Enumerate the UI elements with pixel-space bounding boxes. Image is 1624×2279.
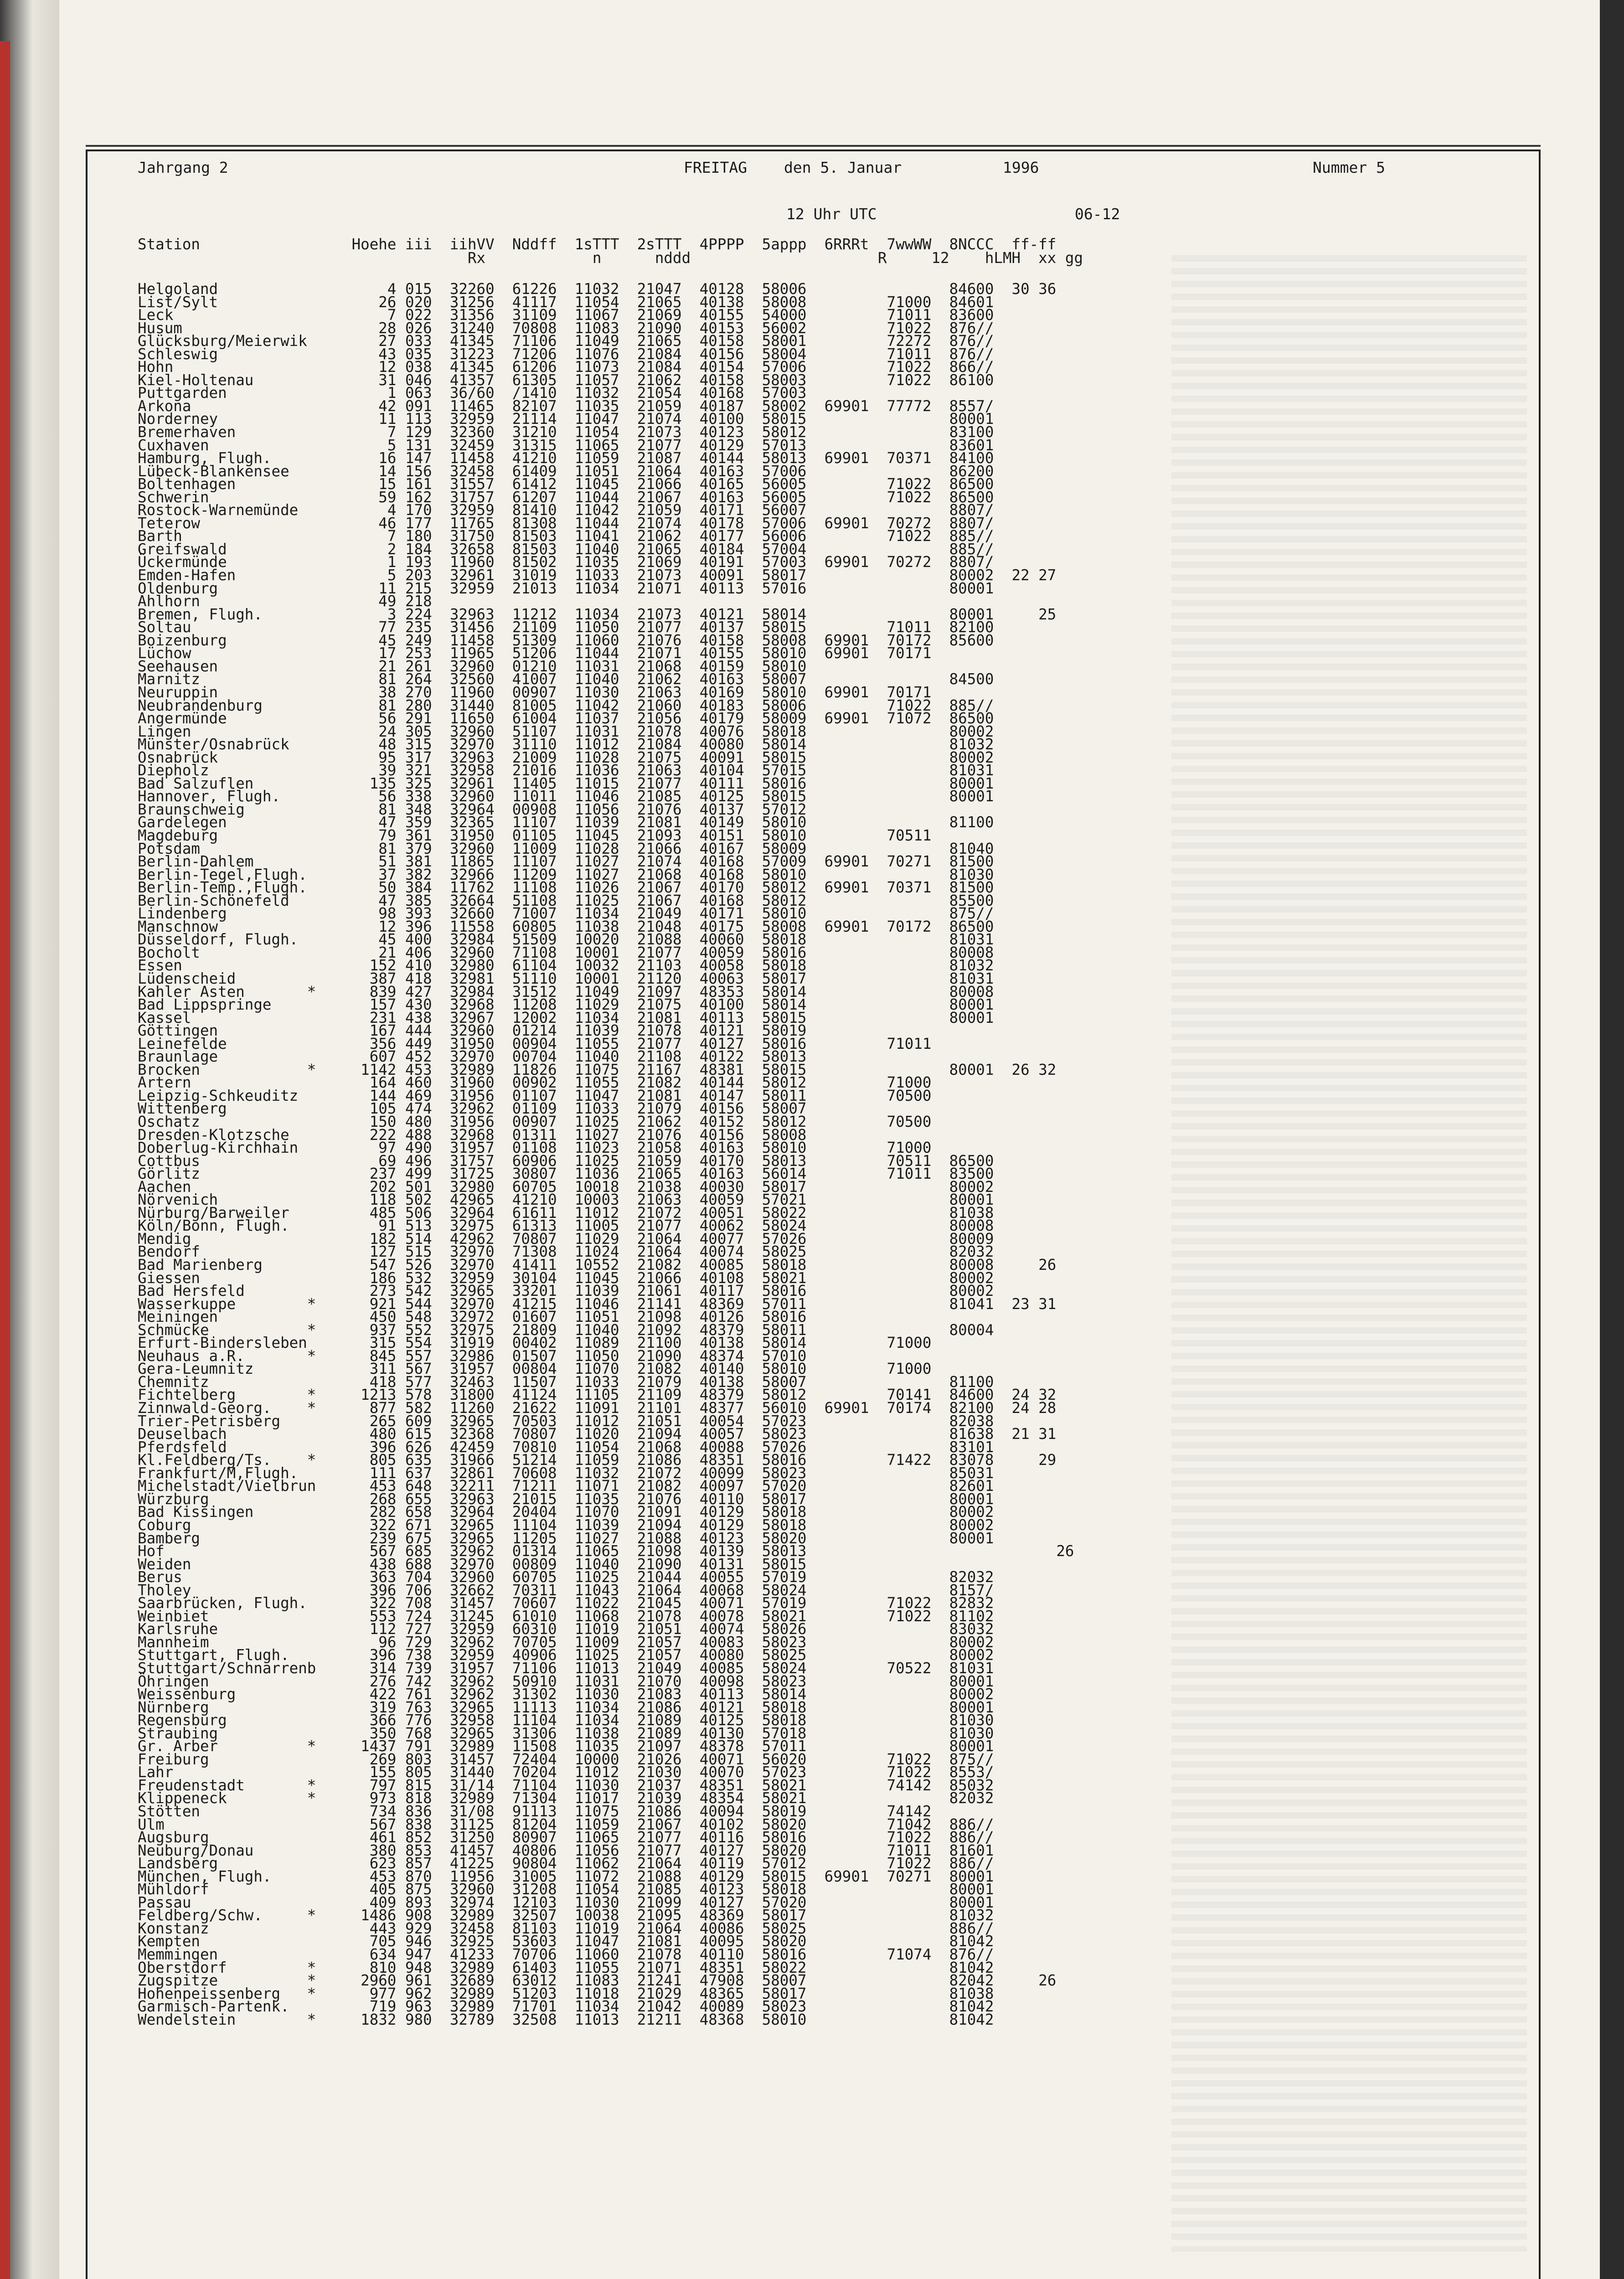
table-row: Hof 567 685 32962 01314 11065 21098 40139 58013 26 xyxy=(138,1542,1074,1560)
table-row: Leck 7 022 31356 31109 11067 21069 40155 54000 71011 83600 xyxy=(138,306,994,324)
table-row: Weinbiet 553 724 31245 61010 11068 21078 40078 58021 71022 81102 xyxy=(138,1607,994,1625)
table-row: Arkona 42 091 11465 82107 11035 21059 40187 58002 69901 77772 8557/ xyxy=(138,397,994,415)
table-row: Neuburg/Donau 380 853 41457 40806 11056 21077 40127 58020 71011 81601 xyxy=(138,1841,994,1859)
table-row: Angermünde 56 291 11650 61004 11037 21056 40179 58009 69901 71072 86500 xyxy=(138,710,994,727)
weekday-label: FREITAG xyxy=(684,159,748,176)
table-row: Augsburg 461 852 31250 80907 11065 21077 40116 58016 71022 886// xyxy=(138,1829,994,1846)
table-row: Gr. Arber * 1437 791 32989 11508 11035 21097 48378 57011 80001 xyxy=(138,1738,994,1755)
column-header-2: Rx n nddd R 12 hLMH xx gg xyxy=(138,249,1083,267)
table-row: Lüchow 17 253 11965 51206 11044 21071 40155 58010 69901 70171 xyxy=(138,645,932,662)
table-row: Kahler Asten * 839 427 32984 31512 11049 21097 48353 58014 80008 xyxy=(138,983,994,1000)
table-row: Garmisch-Partenk. 719 963 32989 71701 11034 21042 40089 58023 81042 xyxy=(138,1998,994,2016)
table-row: Memmingen 634 947 41233 70706 11060 21078 40110 58016 71074 876// xyxy=(138,1946,994,1963)
table-row: Bad Hersfeld 273 542 32965 33201 11039 21061 40117 58016 80002 xyxy=(138,1282,994,1300)
table-row: Bad Lippspringe 157 430 32968 11208 11029 21075 40100 58014 80001 xyxy=(138,996,994,1014)
table-row: Bad Kissingen 282 658 32964 20404 11070 21091 40129 58018 80002 xyxy=(138,1503,994,1521)
table-row: Giessen 186 532 32959 30104 11045 21066 40108 58021 80002 xyxy=(138,1269,994,1287)
table-row: Hohn 12 038 41345 61206 11073 21084 40154 57006 71022 866// xyxy=(138,358,994,376)
table-row: Ahlhorn 49 218 xyxy=(138,593,432,610)
table-row: Coburg 322 671 32965 11104 11039 21094 40129 58018 80002 xyxy=(138,1516,994,1534)
table-row: Lingen 24 305 32960 51107 11031 21078 40076 58018 80002 xyxy=(138,722,994,740)
table-row: Gera-Leumnitz 311 567 31957 00804 11070 21082 40140 58010 71000 xyxy=(138,1360,932,1378)
table-row: Norderney 11 113 32959 21114 11047 21074 40100 58015 80001 xyxy=(138,410,994,428)
table-row: Stuttgart/Schnarrenb 314 739 31957 71106 11013 21049 40085 58024 70522 81031 xyxy=(138,1659,994,1677)
table-row: Ulm 567 838 31125 81204 11059 21067 40102 58020 71042 886// xyxy=(138,1815,994,1833)
table-row: Weissenburg 422 761 32962 31302 11030 21083 40113 58014 80002 xyxy=(138,1686,994,1703)
table-row: Wasserkuppe * 921 544 32970 41215 11046 21141 48369 57011 81041 23 31 xyxy=(138,1295,1057,1313)
table-row: Freudenstadt * 797 815 31/14 71104 11030 21037 48351 58021 74142 85032 xyxy=(138,1776,994,1794)
table-row: Mühldorf 405 875 32960 31208 11054 21085 40123 58018 80001 xyxy=(138,1881,994,1898)
table-row: Soltau 77 235 31456 21109 11050 21077 40137 58015 71011 82100 xyxy=(138,619,994,636)
table-row: Bendorf 127 515 32970 71308 11024 21064 40074 58025 82032 xyxy=(138,1243,994,1261)
table-row: Wendelstein * 1832 980 32789 32508 11013 21211 48368 58010 81042 xyxy=(138,2011,994,2028)
top-rule xyxy=(86,145,1541,147)
table-row: Frankfurt/M,Flugh. 111 637 32861 70608 11032 21072 40099 58023 85031 xyxy=(138,1464,994,1482)
table-row: Trier-Petrisberg 265 609 32965 70503 11012 21051 40054 57023 82038 xyxy=(138,1412,994,1430)
binding-red-edge xyxy=(0,41,10,2279)
table-row: Karlsruhe 112 727 32959 60310 11019 21051 40074 58026 83032 xyxy=(138,1620,994,1638)
table-row: Straubing 350 768 32965 31306 11038 21089 40130 57018 81030 xyxy=(138,1724,994,1742)
table-row: Würzburg 268 655 32963 21015 11035 21076 40110 58017 80001 xyxy=(138,1490,994,1508)
table-row: Ückermünde 1 193 11960 81502 11035 21069 40191 57003 69901 70272 8807/ xyxy=(138,553,994,571)
document-page xyxy=(59,0,1600,2279)
table-row: Berlin-Dahlem 51 381 11865 11107 11027 21074 40168 57009 69901 70271 81500 xyxy=(138,853,994,871)
table-row: Konstanz 443 929 32458 81103 11019 21064 40086 58025 886// xyxy=(138,1919,994,1937)
table-row: Wittenberg 105 474 32962 01109 11033 21079 40156 58007 xyxy=(138,1100,807,1118)
year-label: 1996 xyxy=(1003,159,1039,176)
table-row: Nürburg/Barweiler 485 506 32964 61611 11012 21072 40051 58022 81038 xyxy=(138,1204,994,1222)
table-row: Emden-Hafen 5 203 32961 31019 11033 21073 40091 58017 80002 22 27 xyxy=(138,567,1057,584)
table-row: Neubrandenburg 81 280 31440 81005 11042 21060 40183 58006 71022 885// xyxy=(138,696,994,714)
table-row: Aachen 202 501 32980 60705 10018 21038 40030 58017 80002 xyxy=(138,1178,994,1196)
table-row: Bremen, Flugh. 3 224 32963 11212 11034 21073 40121 58014 80001 25 xyxy=(138,605,1057,623)
table-row: Braunschweig 81 348 32964 00908 11056 21076 40137 57012 xyxy=(138,800,807,818)
table-row: Oschatz 150 480 31956 00907 11025 21062 40152 58012 70500 xyxy=(138,1113,932,1130)
table-row: Lahr 155 805 31440 70204 11012 21030 40070 57023 71022 8553/ xyxy=(138,1763,994,1781)
table-row: Brocken * 1142 453 32989 11826 11075 21167 48381 58015 80001 26 32 xyxy=(138,1061,1057,1078)
table-row: Barth 7 180 31750 81503 11041 21062 40177 56006 71022 885// xyxy=(138,527,994,545)
issue-number: Nummer 5 xyxy=(1313,159,1385,176)
table-row: Köln/Bonn, Flugh. 91 513 32975 61313 11005 21077 40062 58024 80008 xyxy=(138,1217,994,1235)
table-row: Magdeburg 79 361 31950 01105 11045 21093 40151 58010 70511 xyxy=(138,826,932,844)
table-row: Kl.Feldberg/Ts. * 805 635 31966 51214 11059 21086 48351 58016 71422 83078 29 xyxy=(138,1451,1057,1469)
table-row: Glücksburg/Meierwik 27 033 41345 71106 11049 21065 40158 58001 72272 876// xyxy=(138,332,994,350)
table-row: Marnitz 81 264 32560 41007 11040 21062 40163 58007 84500 xyxy=(138,670,994,688)
table-row: München, Flugh. 453 870 11956 31005 11072 21088 40129 58015 69901 70271 80001 xyxy=(138,1867,994,1885)
table-row: Mannheim 96 729 32962 70705 11009 21057 40083 58023 80002 xyxy=(138,1633,994,1651)
table-row: Kiel-Holtenau 31 046 41357 61305 11057 21062 40158 58003 71022 86100 xyxy=(138,371,994,389)
table-row: Regensburg 366 776 32958 11104 11034 21089 40125 58018 81030 xyxy=(138,1712,994,1729)
table-row: Hohenpeissenberg * 977 962 32989 51203 11018 21029 48365 58017 81038 xyxy=(138,1985,994,2002)
table-row: Artern 164 460 31960 00902 11055 21082 40144 58012 71000 xyxy=(138,1074,932,1092)
table-row: Schmücke * 937 552 32975 21809 11040 21092 48379 58011 80004 xyxy=(138,1321,994,1339)
table-row: Seehausen 21 261 32960 01210 11031 21068 40159 58010 xyxy=(138,657,807,675)
table-row: Bad Marienberg 547 526 32970 41411 10552 21082 40085 58018 80008 26 xyxy=(138,1256,1057,1274)
table-row: Leinefelde 356 449 31950 00904 11055 21077 40127 58016 71011 xyxy=(138,1035,932,1052)
table-row: Greifswald 2 184 32658 81503 11040 21065 40184 57004 885// xyxy=(138,540,994,558)
table-row: Berlin-Temp.,Flugh. 50 384 11762 11108 11026 21067 40170 58012 69901 70371 81500 xyxy=(138,879,994,897)
table-row: List/Sylt 26 020 31256 41117 11054 21065 40138 58008 71000 84601 xyxy=(138,293,994,311)
table-row: Potsdam 81 379 32960 11009 11028 21066 40167 58009 81040 xyxy=(138,840,994,857)
table-row: Schwerin 59 162 31757 61207 11044 21067 40163 56005 71022 86500 xyxy=(138,488,994,506)
table-row: Hamburg, Flugh. 16 147 11458 41210 11059 21087 40144 58013 69901 70371 84100 xyxy=(138,449,994,467)
table-row: Braunlage 607 452 32970 00704 11040 21108 40122 58013 xyxy=(138,1048,807,1066)
table-row: Stötten 734 836 31/08 91113 11075 21086 40094 58019 74142 xyxy=(138,1802,932,1820)
table-row: Erfurt-Bindersleben 315 554 31919 00402 11089 21100 40138 58014 71000 xyxy=(138,1334,932,1352)
table-row: Leipzig-Schkeuditz 144 469 31956 01107 11047 21081 40147 58011 70500 xyxy=(138,1087,932,1104)
table-row: Freiburg 269 803 31457 72404 10000 21026 40071 56020 71022 875// xyxy=(138,1750,994,1768)
table-row: Osnabrück 95 317 32963 21009 11028 21075 40091 58015 80002 xyxy=(138,748,994,766)
table-row: Stuttgart, Flugh. 396 738 32959 40906 11025 21057 40080 58025 80002 xyxy=(138,1646,994,1664)
table-row: Essen 152 410 32980 61104 10032 21103 40058 58018 81032 xyxy=(138,957,994,975)
table-row: Cottbus 69 496 31757 60906 11025 21059 40170 58013 70511 86500 xyxy=(138,1152,994,1170)
table-row: Oberstdorf * 810 948 32989 61403 11055 21071 48351 58022 81042 xyxy=(138,1959,994,1976)
table-row: Pferdsfeld 396 626 42459 70810 11054 21068 40088 57026 83101 xyxy=(138,1438,994,1456)
table-row: Klippeneck * 973 818 32989 71304 11017 21039 48354 58021 82032 xyxy=(138,1789,994,1807)
table-row: Öhringen 276 742 32962 50910 11031 21070 40098 58023 80001 xyxy=(138,1672,994,1690)
observation-time: 12 Uhr UTC xyxy=(786,205,877,223)
table-row: Diepholz 39 321 32958 21016 11036 21063 40104 57015 81031 xyxy=(138,762,994,779)
date-label: den 5. Januar xyxy=(784,159,902,176)
table-row: Meiningen 450 548 32972 01607 11051 21098 40126 58016 xyxy=(138,1308,807,1326)
table-row: Bamberg 239 675 32965 11205 11027 21088 40123 58020 80001 xyxy=(138,1529,994,1547)
table-row: Weiden 438 688 32970 00809 11040 21090 40131 58015 xyxy=(138,1555,807,1573)
table-row: Oldenburg 11 215 32959 21013 11034 21071 40113 57016 80001 xyxy=(138,579,994,597)
table-row: Kempten 705 946 32925 53603 11047 21081 40095 58020 81042 xyxy=(138,1933,994,1950)
table-row: Chemnitz 418 577 32463 11507 11033 21079 40138 58007 81100 xyxy=(138,1373,994,1391)
table-row: Boizenburg 45 249 11458 51309 11060 21076 40158 58008 69901 70172 85600 xyxy=(138,631,994,649)
table-row: Passau 409 893 32974 12103 11030 21099 40127 57020 80001 xyxy=(138,1893,994,1911)
table-row: Gardelegen 47 359 32365 11107 11039 21081 40149 58010 81100 xyxy=(138,814,994,831)
table-row: Puttgarden 1 063 36/60 /1410 11032 21054 40168 57003 xyxy=(138,384,807,402)
jahrgang-label: Jahrgang 2 xyxy=(138,159,228,176)
table-row: Görlitz 237 499 31725 30807 11036 21065 40163 56014 71011 83500 xyxy=(138,1165,994,1183)
table-row: Dresden-Klotzsche 222 488 32968 01311 11027 21076 40156 58008 xyxy=(138,1126,807,1144)
table-row: Deuselbach 480 615 32368 70807 11020 21094 40057 58023 81638 21 31 xyxy=(138,1425,1057,1443)
table-row: Schleswig 43 035 31223 71206 11076 21084 40156 58004 71011 876// xyxy=(138,345,994,363)
table-row: Doberlug-Kirchhain 97 490 31957 01108 11023 21058 40163 58010 71000 xyxy=(138,1139,932,1157)
column-header-1: Station Hoehe iii iihVV Nddff 1sTTT 2sTTT 4PPPP 5appp 6RRRt 7wwWW 8NCCC ff-ff xyxy=(138,236,1057,253)
table-row: Rostock-Warnemünde 4 170 32959 81410 11042 21059 40171 56007 8807/ xyxy=(138,501,994,519)
table-row: Michelstadt/Vielbrun 453 648 32211 71211 11071 21082 40097 57020 82601 xyxy=(138,1477,994,1495)
station-table xyxy=(138,280,1074,2028)
table-row: Hannover, Flugh. 56 338 32960 11011 11046 21085 40125 58015 80001 xyxy=(138,788,994,805)
table-row: Fichtelberg * 1213 578 31800 41124 11105 21109 48379 58012 70141 84600 24 32 xyxy=(138,1386,1057,1404)
table-row: Lüdenscheid 387 418 32981 51110 10001 21120 40063 58017 81031 xyxy=(138,969,994,987)
table-row: Lübeck-Blankensee 14 156 32458 61409 11051 21064 40163 57006 86200 xyxy=(138,462,994,480)
table-row: Kassel 231 438 32967 12002 11034 21081 40113 58015 80001 xyxy=(138,1009,994,1026)
table-row: Berus 363 704 32960 60705 11025 21044 40055 57019 82032 xyxy=(138,1568,994,1586)
table-row: Zugspitze * 2960 961 32689 63012 11083 21241 47908 58007 82042 26 xyxy=(138,1972,1057,1990)
table-row: Bremerhaven 7 129 32360 31210 11054 21073 40123 58012 83100 xyxy=(138,423,994,441)
observation-range: 06-12 xyxy=(1075,205,1120,223)
table-row: Bocholt 21 406 32960 71108 10001 21077 40059 58016 80008 xyxy=(138,944,994,961)
table-row: Berlin-Tegel,Flugh. 37 382 32966 11209 11027 21068 40168 58010 81030 xyxy=(138,866,994,883)
table-row: Helgoland 4 015 32260 61226 11032 21047 40128 58006 84600 30 36 xyxy=(138,280,1057,298)
table-row: Lindenberg 98 393 32660 71007 11034 21049 40171 58010 875// xyxy=(138,905,994,923)
table-row: Tholey 396 706 32662 70311 11043 21064 40068 58024 8157/ xyxy=(138,1581,994,1599)
table-row: Manschnow 12 396 11558 60805 11038 21048 40175 58008 69901 70172 86500 xyxy=(138,918,994,935)
table-row: Nürnberg 319 763 32965 11113 11034 21086 40121 58018 80001 xyxy=(138,1698,994,1716)
table-row: Neuruppin 38 270 11960 00907 11030 21063 40169 58010 69901 70171 xyxy=(138,683,932,701)
table-row: Boltenhagen 15 161 31557 61412 11045 21066 40165 56005 71022 86500 xyxy=(138,475,994,493)
binding-right xyxy=(1600,0,1624,2279)
table-row: Landsberg 623 857 41225 90804 11062 21064 40119 57012 71022 886// xyxy=(138,1855,994,1872)
table-row: Cuxhaven 5 131 32459 31315 11065 21077 40129 57013 83601 xyxy=(138,436,994,454)
table-row: Zinnwald-Georg. * 877 582 11260 21622 11091 21101 48377 56010 69901 70174 82100 24 28 xyxy=(138,1399,1057,1417)
table-row: Düsseldorf, Flugh. 45 400 32984 51509 10020 21088 40060 58018 81031 xyxy=(138,931,994,949)
table-row: Feldberg/Schw. * 1486 908 32989 32507 10038 21095 48369 58017 81032 xyxy=(138,1907,994,1924)
table-row: Göttingen 167 444 32960 01214 11039 21078 40121 58019 xyxy=(138,1022,807,1040)
table-row: Teterow 46 177 11765 81308 11044 21074 40178 57006 69901 70272 8807/ xyxy=(138,514,994,532)
table-row: Bad Salzuflen 135 325 32961 11405 11015 21077 40111 58016 80001 xyxy=(138,774,994,792)
table-row: Nörvenich 118 502 42965 41210 10003 21063 40059 57021 80001 xyxy=(138,1191,994,1209)
table-row: Husum 28 026 31240 70808 11083 21090 40153 56002 71022 876// xyxy=(138,319,994,337)
table-row: Berlin-Schönefeld 47 385 32664 51108 11025 21067 40168 58012 85500 xyxy=(138,892,994,909)
table-row: Münster/Osnabrück 48 315 32970 31110 11012 21084 40080 58014 81032 xyxy=(138,736,994,753)
table-row: Neuhaus a.R. * 845 557 32986 01507 11050 21090 48374 57010 xyxy=(138,1347,807,1365)
table-row: Mendig 182 514 42962 70807 11029 21064 40077 57026 80009 xyxy=(138,1230,994,1248)
bleed-through xyxy=(1171,255,1527,2252)
table-row: Saarbrücken, Flugh. 322 708 31457 70607 11022 21045 40071 57019 71022 82832 xyxy=(138,1594,994,1612)
